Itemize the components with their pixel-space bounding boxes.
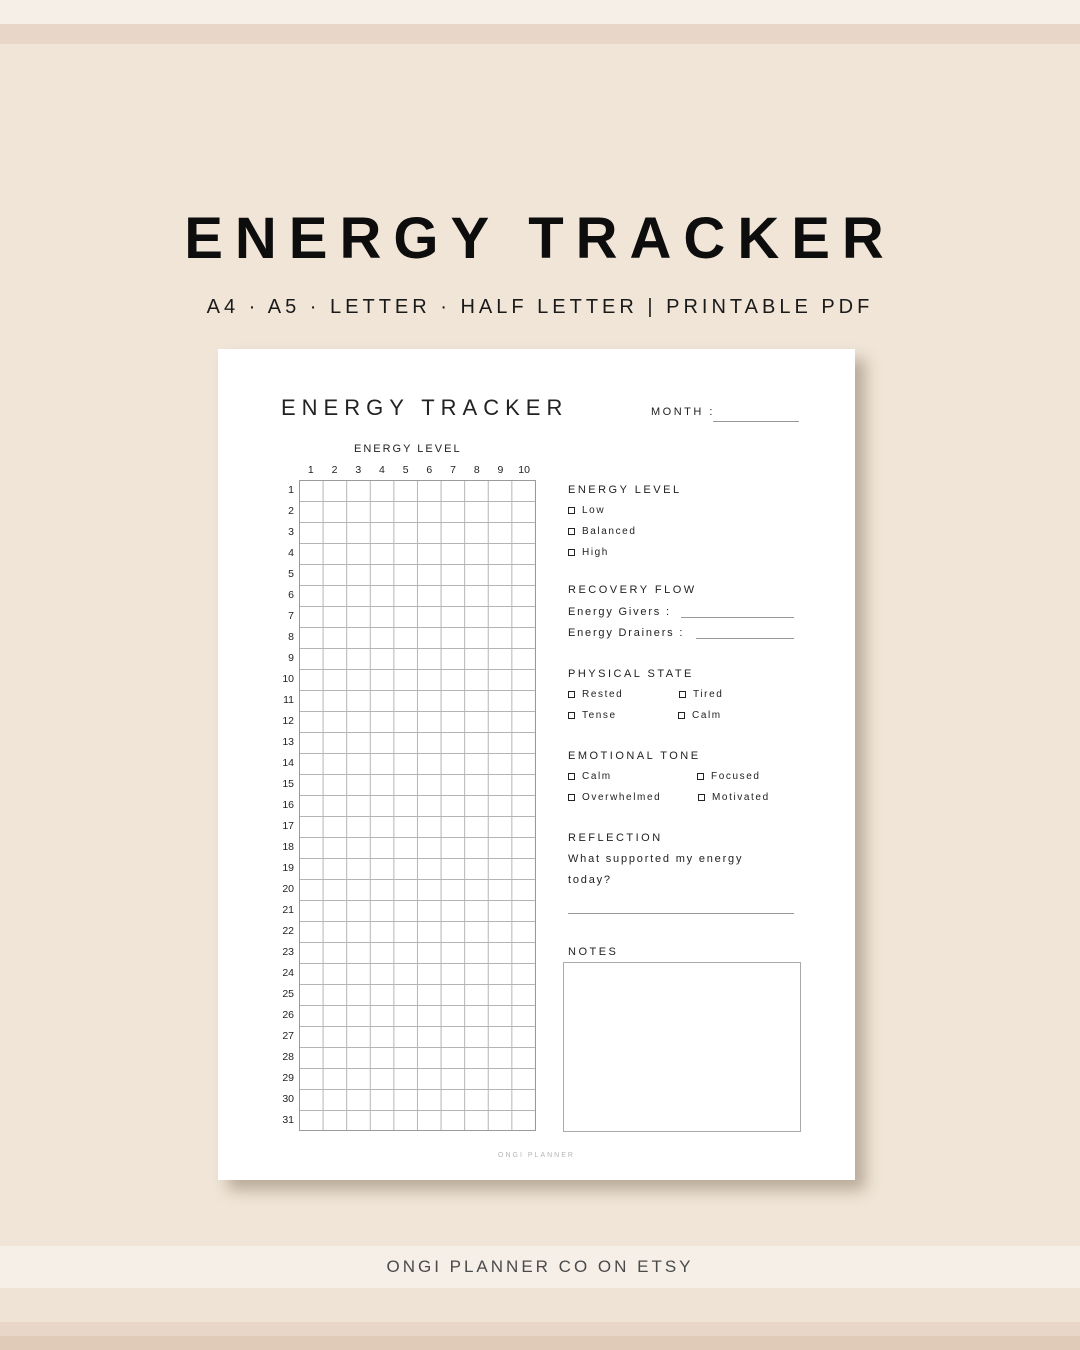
- energy-level-title: ENERGY LEVEL: [568, 484, 682, 496]
- grid-caption: ENERGY LEVEL: [354, 443, 462, 455]
- grid-row-number: 27: [282, 1030, 294, 1042]
- top-band-dark: [0, 24, 1080, 44]
- bottom-band-dark: [0, 1322, 1080, 1336]
- option-label: Motivated: [712, 792, 770, 803]
- grid-row-number: 21: [282, 904, 294, 916]
- notes-title: NOTES: [568, 946, 619, 958]
- checkbox[interactable]: [568, 528, 575, 535]
- checkbox[interactable]: [697, 773, 704, 780]
- checkbox[interactable]: [698, 794, 705, 801]
- grid-row-number: 29: [282, 1072, 294, 1084]
- grid-row-number: 23: [282, 946, 294, 958]
- grid-row-number: 1: [288, 484, 294, 496]
- grid-row-number: 9: [288, 652, 294, 664]
- grid-row-number: 24: [282, 967, 294, 979]
- grid-column-number: 1: [307, 464, 314, 476]
- notes-box[interactable]: [563, 962, 801, 1132]
- physical-option-tired[interactable]: [679, 689, 723, 700]
- option-label: Tense: [582, 710, 617, 721]
- option-label: Calm: [582, 771, 612, 782]
- top-band-light: [0, 0, 1080, 24]
- recovery-flow-title: RECOVERY FLOW: [568, 584, 697, 596]
- grid-row-number: 7: [288, 610, 294, 622]
- grid-row-number: 15: [282, 778, 294, 790]
- option-label: Calm: [692, 710, 722, 721]
- grid-column-number: 7: [450, 464, 456, 476]
- grid-column-number: 3: [355, 464, 362, 476]
- grid-column-number: 4: [379, 464, 385, 476]
- grid-row-number: 26: [282, 1009, 294, 1021]
- sheet-brand: ONGI PLANNER: [498, 1152, 575, 1159]
- reflection-title: REFLECTION: [568, 832, 663, 844]
- energy-drainers-label: Energy Drainers :: [568, 627, 685, 639]
- checkbox[interactable]: [568, 549, 575, 556]
- grid-column-number: 2: [331, 464, 338, 476]
- option-label: Focused: [711, 771, 761, 782]
- energy-grid: [299, 480, 536, 1131]
- bottom-band-darker: [0, 1336, 1080, 1350]
- emotional-option-motivated[interactable]: [698, 792, 770, 803]
- option-label: Overwhelmed: [582, 792, 662, 803]
- physical-state-title: PHYSICAL STATE: [568, 668, 694, 680]
- grid-column-number: 8: [473, 464, 480, 476]
- sheet-title: ENERGY TRACKER: [281, 395, 569, 420]
- reflection-answer-line[interactable]: [568, 913, 794, 914]
- option-label: Rested: [582, 689, 624, 700]
- grid-row-number: 8: [288, 631, 294, 643]
- hero-subtitle: A4 · A5 · LETTER · HALF LETTER | PRINTABLE PDF: [206, 296, 874, 318]
- reflection-question-line1: What supported my energy: [568, 853, 744, 865]
- energy-drainers-line[interactable]: [696, 638, 794, 639]
- grid-row-number: 3: [288, 526, 294, 538]
- grid-row-number: 28: [282, 1051, 294, 1063]
- grid-row-number: 12: [282, 715, 294, 727]
- grid-row-number: 14: [282, 757, 294, 769]
- checkbox[interactable]: [679, 691, 686, 698]
- grid-row-number: 5: [288, 568, 294, 580]
- energy-givers-label: Energy Givers :: [568, 606, 671, 618]
- checkbox[interactable]: [678, 712, 685, 719]
- emotional-option-focused[interactable]: [697, 771, 761, 782]
- energy-option-high[interactable]: [568, 547, 609, 558]
- physical-option-rested[interactable]: [568, 689, 623, 700]
- grid-row-number: 19: [282, 862, 294, 874]
- emotional-option-calm[interactable]: [568, 771, 612, 782]
- bottom-band-mid: [0, 1288, 1080, 1322]
- grid-row-numbers: [274, 480, 294, 1131]
- grid-row-number: 11: [283, 694, 294, 706]
- grid-row-number: 17: [282, 820, 294, 832]
- emotional-option-overwhelmed[interactable]: [568, 792, 661, 803]
- checkbox[interactable]: [568, 773, 575, 780]
- reflection-question-line2: today?: [568, 874, 612, 886]
- month-line: [713, 421, 799, 422]
- grid-row-number: 2: [288, 505, 294, 517]
- grid-column-number: 6: [426, 464, 433, 476]
- option-label: Tired: [693, 689, 724, 700]
- option-label: Low: [582, 505, 606, 516]
- grid-column-number: 10: [518, 464, 530, 476]
- option-label: Balanced: [582, 526, 637, 537]
- checkbox[interactable]: [568, 794, 575, 801]
- grid-row-number: 22: [282, 925, 294, 937]
- grid-row-number: 16: [282, 799, 294, 811]
- emotional-tone-title: EMOTIONAL TONE: [568, 750, 701, 762]
- grid-row-number: 25: [282, 988, 294, 1000]
- planner-sheet: [218, 349, 855, 1180]
- energy-option-balanced[interactable]: [568, 526, 637, 537]
- checkbox[interactable]: [568, 507, 575, 514]
- grid-column-number: 9: [497, 464, 504, 476]
- energy-option-low[interactable]: [568, 505, 605, 516]
- grid-row-number: 31: [282, 1114, 294, 1126]
- hero-title: ENERGY TRACKER: [184, 206, 896, 271]
- grid-row-number: 4: [288, 547, 294, 559]
- grid-row-number: 30: [282, 1093, 294, 1105]
- grid-row-number: 6: [288, 589, 294, 601]
- grid-row-number: 10: [282, 673, 294, 685]
- checkbox[interactable]: [568, 691, 575, 698]
- grid-row-number: 20: [282, 883, 294, 895]
- checkbox[interactable]: [568, 712, 575, 719]
- energy-givers-line[interactable]: [681, 617, 794, 618]
- month-label: MONTH :: [651, 406, 715, 418]
- grid-column-numbers: [299, 464, 536, 478]
- grid-row-number: 18: [282, 841, 294, 853]
- physical-option-calm[interactable]: [678, 710, 722, 721]
- option-label: High: [582, 547, 609, 558]
- footer-etsy-text: ONGI PLANNER CO ON ETSY: [386, 1257, 694, 1276]
- grid-row-number: 13: [282, 736, 294, 748]
- grid-column-number: 5: [402, 464, 409, 476]
- physical-option-tense[interactable]: [568, 710, 617, 721]
